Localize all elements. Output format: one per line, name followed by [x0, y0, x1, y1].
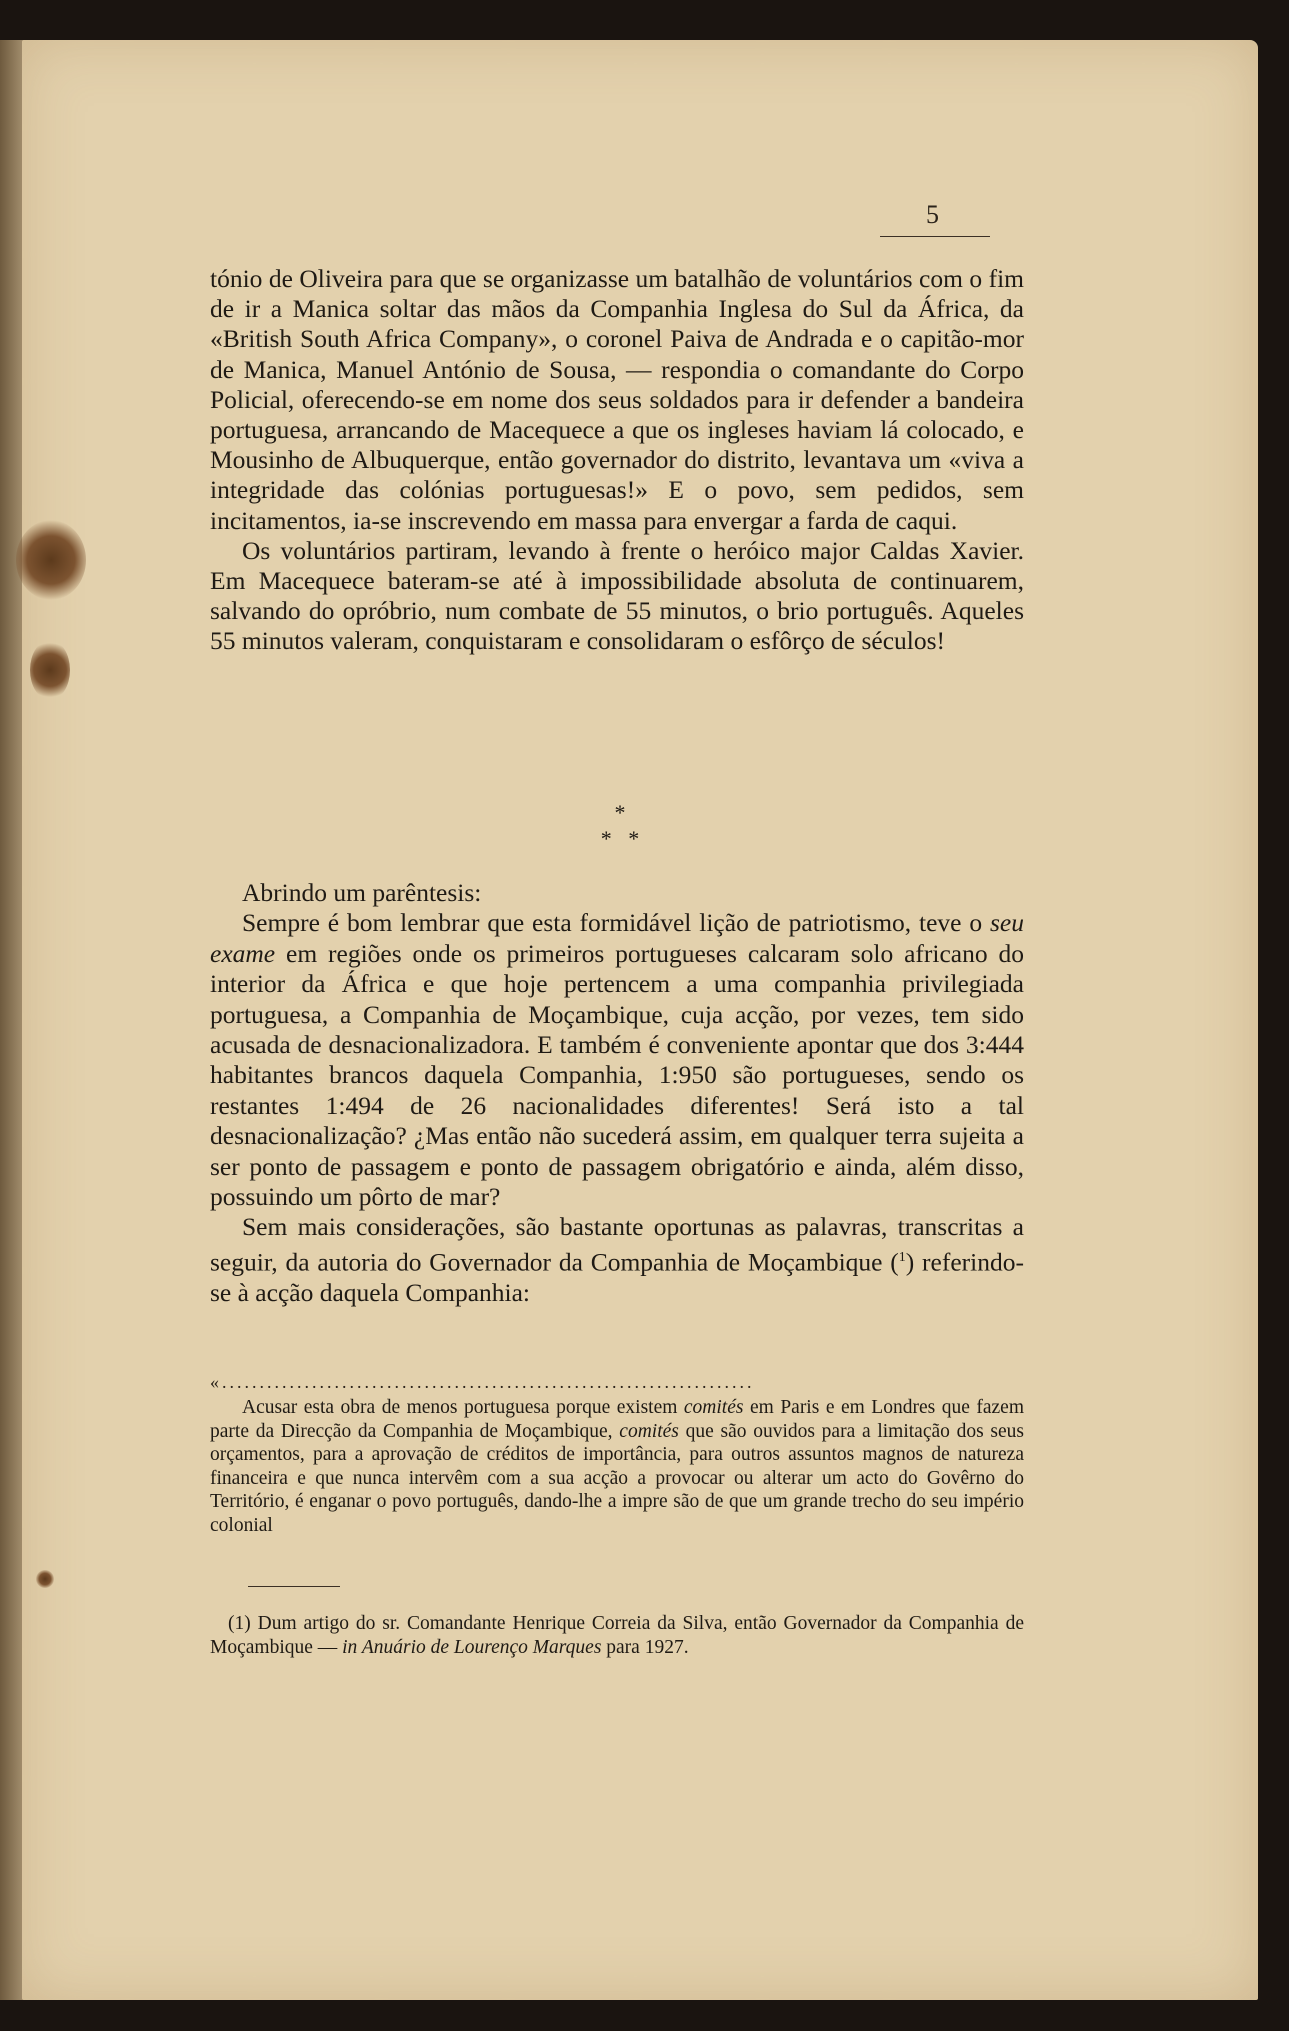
ink-stain: [30, 640, 70, 700]
page-number: 5: [926, 200, 939, 229]
section-1: [210, 264, 1024, 657]
paragraph: [210, 908, 1024, 1212]
asterism: [560, 800, 680, 852]
footnote-marker: (1): [228, 1613, 251, 1634]
elision-dots: «.......................................................................: [210, 1372, 755, 1392]
paragraph: [210, 1612, 1024, 1659]
footnote-rule: [248, 1586, 340, 1587]
text-run: em regiões onde os primeiros portugueses calcaram solo africano do interior da África e que hoje pertencem a uma companhia privilegiada portuguesa, a Companhia de Moçambique, cuja acção, por vezes, tem sido acusada de desnacionalizadora. E também é conveniente apontar que dos 3:444 habitantes brancos daquela Companhia, 1:950 são portugueses, sendo os restantes 1:494 de 26 nacionalidades diferentes! Será isto a tal desnacionalização? ¿Mas então não sucederá assim, em qualquer terra sujeita a ser ponto de passagem e ponto de passagem obrigatório e ainda, além disso, possuindo um pôrto de mar?: [210, 938, 1024, 1212]
header-rule: [880, 236, 990, 237]
emphasis: comités: [683, 1397, 744, 1418]
emphasis: in Anuário de Lourenço Marques: [342, 1636, 602, 1658]
paragraph: [210, 1396, 1024, 1537]
text-run: que são ouvidos para a limitação dos seus orçamentos, para a aprovação de créditos de importância, para outros assuntos magnos de natureza financeira e que nunca intervêm com a sua acção a provocar ou alterar um acto do Govêrno do Território, é enganar o povo português, dando-lhe a impre são de que um grande trecho do seu império colonial: [210, 1420, 1025, 1536]
asterism-bottom: * *: [600, 826, 640, 851]
text-run: para 1927.: [601, 1636, 689, 1658]
footnote: [210, 1612, 1024, 1659]
text-run: ) referindo-se à acção daquela Companhia:: [210, 1247, 1024, 1307]
emphasis: seu exame: [210, 908, 1024, 968]
asterism-top: *: [614, 800, 626, 825]
text-run: Dum artigo do sr. Comandante Henrique Correia da Silva, então Governador da Companhia de Moçambique —: [210, 1613, 1024, 1658]
text-run: em Paris e em Londres que fazem parte da Direcção da Companhia de Moçambique,: [210, 1397, 1024, 1442]
ink-stain: [16, 520, 86, 600]
emphasis: comités: [619, 1420, 679, 1442]
footnote-ref: 1: [898, 1249, 906, 1265]
text-run: Sem mais considerações, são bastante oportunas as palavras, transcritas a seguir, da autoria do Governador da Companhia de Moçambique (: [210, 1212, 1024, 1277]
paragraph: Os voluntários partiram, levando à frente o heróico major Caldas Xavier. Em Macequece bateram-se até à impossibilidade absoluta de continuarem, salvando do opróbrio, num combate de 55 minutos, o brio português. Aqueles 55 minutos valeram, conquistaram e consolidaram o esfôrço de séculos!: [210, 535, 1024, 656]
section-2: [210, 878, 1024, 1308]
text-run: Sempre é bom lembrar que esta formidável lição de patriotismo, teve o: [242, 908, 990, 938]
quotation: [210, 1396, 1024, 1537]
paragraph: Abrindo um parêntesis:: [242, 878, 482, 907]
ink-stain: [36, 1570, 54, 1588]
text-run: Acusar esta obra de menos portuguesa porque existem: [242, 1397, 684, 1418]
paragraph: tónio de Oliveira para que se organizasse um batalhão de voluntários com o fim de ir a Manica soltar das mãos da Companhia Inglesa do Sul da África, da «British South Africa Company», o coronel Paiva de Andrada e o capitão-mor de Manica, Manuel António de Sousa, — respondia o comandante do Corpo Policial, oferecendo-se em nome dos seus soldados para ir defender a bandeira portuguesa, arrancando de Macequece a que os ingleses haviam lá colocado, e Mousinho de Albuquerque, então governador do distrito, levantava um «viva a integridade das colónias portuguesas!» E o povo, sem pedidos, sem incitamentos, ia-se inscrevendo em massa para envergar a farda de caqui.: [210, 264, 1024, 535]
paragraph: [210, 1212, 1024, 1308]
